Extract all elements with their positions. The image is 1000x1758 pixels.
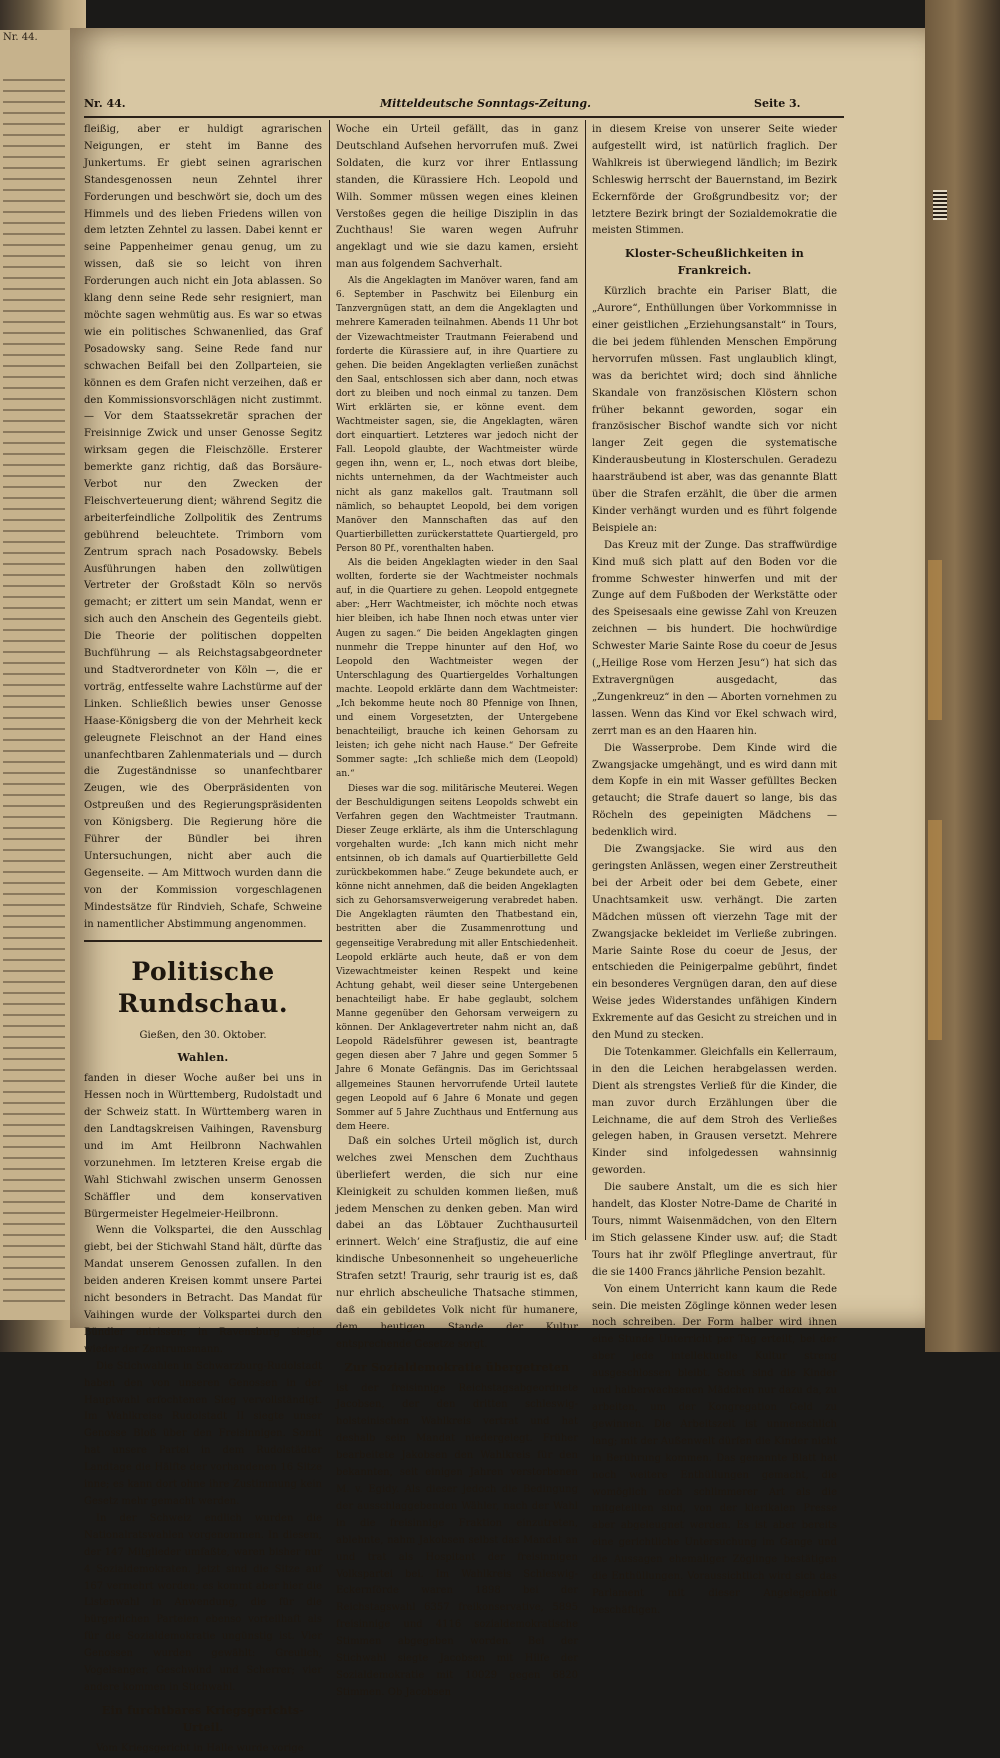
column-1 bbox=[84, 122, 322, 1754]
article-text: In der Schweiz endlich wurden die Nationalratswahlen vorgenommen. In diesem, der 147 Mitglieder umfaßte, waren bisher nur 4 Sozialdemokraten. Jetzt sind die Sitze auf 167 vermehrt worden; es kommt aber hier die Listenwahl in Anwendung, die für die bürgerlichen Parteien ebenso vorteilhaft als für die Sozialdemokratie ungünstig ist. Vier Genossen wurden gewählt: Greulich, Vogelsanger, Geschwind und Scherrer; vier andere kommen in Stichwahl. bbox=[84, 1512, 322, 1693]
previous-page-fragment bbox=[0, 30, 72, 1320]
article-text: Kürzlich brachte ein Pariser Blatt, die „Aurore“, Enthüllungen über Vorkommnisse in einer geistlichen „Erziehungsanstalt“ in Tours, die bei jedem fühlenden Menschen Empörung hervorrufen müssen. Fast unglaublich klingt, was da berichtet wird; doch sind ähnliche Skandale von französischen Klöstern schon früher bekannt geworden, sogar ein französischer Bischof wandte sich vor nicht langer Zeit gegen die systematische Kinderausbeutung in Klosterschulen. Geradezu haarsträubend ist aber, was das genannte Blatt über die Strafen erzählt, die über die armen Kinder verhängt wurden und es führt folgende Beispiele an: bbox=[592, 286, 837, 534]
section-separator bbox=[84, 940, 322, 942]
article-text-small: Als die beiden Angeklagten wieder in den Saal wollten, forderte sie der Wachtmeister nochmals auf, in die Quartiere zu gehen. Leopold entgegnete aber: „Herr Wachtmeister, ich möchte noch etwas hier bleiben, ich habe Ihnen noch etwas unter vier Augen zu sagen.“ Die beiden Angeklagten gingen nunmehr die Treppe hinunter auf den Hof, wo Leopold den Wachtmeister wegen der Unterschlagung des Quartiergeldes Vorhaltungen machte. Leopold erklärte dann dem Wachtmeister: „Ich bekomme heute noch 80 Pfennige von Ihnen, und einem Vorgesetzten, der Untergebene benachteiligt, brauche ich keinen Gehorsam zu leisten; ich gehe nicht nach Hause.“ Der Gefreite Sommer sagte: „Ich schließe mich dem (Leopold) an.“ bbox=[336, 558, 578, 780]
article-text: Daß ein solches Urteil möglich ist, durch welches zwei Menschen dem Zuchthaus überliefert werden, die sich nur eine Kleinigkeit zu schulden kommen ließen, muß jedem Menschen zu denken geben. Man wird dabei an das Löbtauer Zuchthausurteil erinnert. Welch’ eine Strafjustiz, die auf eine kindische Unbesonnenheit so ungeheuerliche Strafen setzt! Traurig, sehr traurig ist es, daß nur ehrlich abscheuliche Thatsache stimmen, daß ein gebildetes Volk nicht für humanere, dem heutigen Stande der Kultur entsprechende Gesetze sorgt. bbox=[336, 1135, 578, 1350]
masthead-title: Mitteldeutsche Sonntags-Zeitung. bbox=[380, 97, 591, 110]
page-number: Seite 3. bbox=[754, 97, 801, 110]
page-header bbox=[84, 97, 804, 113]
article-text: Wenn die Volkspartei, die den Ausschlag giebt, bei der Stichwahl Stand hält, dürfte das Mandat unserem Genossen zufallen. In den beiden anderen Kreisen kommt unsere Partei nicht besonders in Betracht. Das Mandat für Vaihingen wurde der Volkspartei durch den Bündler entrissen; in Ravensburg siegte wieder der Zentrumsmann. bbox=[84, 1225, 322, 1355]
article-text: Die saubere Anstalt, um die es sich hier handelt, das Kloster Notre-Dame de Charité in Tours, nimmt Waisenmädchen, von den Eltern im Stich gelassene Kinder usw. auf; die Stadt Tours hat ihr zwölf Pfleglinge anvertraut, für die sie 1400 Francs jährliche Pension bezahlt. bbox=[592, 1182, 837, 1278]
article-text: Die Totenkammer. Gleichfalls ein Kellerraum, in den die Leichen herabgelassen werden. Dient als strengstes Verließ für die Kinder, die man zuvor durch Erzählungen über die Leichname, die auf dem Stroh des Verließes gelegen haben, in Grausen versetzt. Mehrere Kinder sind infolgedessen wahnsinnig geworden. bbox=[592, 1046, 837, 1177]
article-text: Vom Kriegsgericht in Halle wurde vorige bbox=[96, 1742, 304, 1754]
paper-tab-edge bbox=[928, 560, 942, 720]
previous-page-issue: Nr. 44. bbox=[3, 32, 38, 43]
heading-kriegsgericht: Ein furchtbares Kriegsgerichts-Urteil. bbox=[101, 1703, 305, 1734]
column-2 bbox=[336, 122, 578, 1698]
article-text-small: Dieses war die sog. militärische Meuterei. Wegen der Beschuldigungen seitens Leopolds schwebt ein Verfahren gegen den Wachtmeister Trautmann. Dieser Zeuge erklärte, als ihm die Unterschlagung vorgehalten wurde: „Ich kann mich nicht mehr entsinnen, ob ich damals auf Quartierbillette Geld zurückbekommen habe.“ Zeuge bekundete auch, er könne nicht annehmen, daß die beiden Angeklagten sich zu Gehorsamsverweigerung verabredet haben. Die Angeklagten räumten den Thatbestand ein, bestritten aber die Zusammenrottung und gegenseitige Verabredung mit aller Entschiedenheit. Leopold erklärte auch heute, daß er von dem Vizewachtmeister keinen Respekt und keine Achtung gehabt, weil dieser seine Untergebenen benachteiligt habe. Er habe geglaubt, solchem Manne gegenüber den Gehorsam verweigern zu können. Der Anklagevertreter nahm nicht an, daß Leopold Rädelsführer gewesen ist, beantragte gegen diesen aber 7 Jahre und gegen Sommer 5 Jahre 6 Monate Gefängnis. Das im Gerichtssaal allgemeines Staunen hervorrufende Urteil lautete gegen Leopold auf 6 Jahre 6 Monate und gegen Sommer auf 5 Jahre Zuchthaus und Entfernung aus dem Heere. bbox=[336, 783, 578, 1132]
issue-number: Nr. 44. bbox=[84, 97, 126, 110]
article-text: Von einem Unterricht kann kaum die Rede sein. Die meisten Zöglinge können weder lesen noch schreiben. Der Form halber wird ihnen eine Stunde Unterricht per Tag erteilt, bei der aber jede intellektuelle Kultur streng ausgeschlossen bleibt. Sonst sind die Kinder und halberwachsenen Mädchen nur dazu da, zu arbeiten, um der Kongregation Geld zu gewinnen. Die Arbeitszeit ist unmenschlich lang; mit der Außenwelt dürfen die Kinder nicht in Berührung kommen. Das genannte Blatt hat noch weitere Enthüllungen gemacht, die womöglich noch schlimmerer Art als die mitgeteilten sind, von der klerikalen Presse aber abgeleugnet werden. Es ist aber bereits eine gerichtliche Untersuchung im Gange und die Aussagen ehemaliger Zöglinge bestätigen die Enthüllungen. Voraussichtlich wird sich das Parlament mit dieser Angelegenheit beschäftigen. bbox=[592, 1283, 837, 1616]
article-text: Woche ein Urteil gefällt, das in ganz Deutschland Aufsehen hervorrufen muß. Zwei Soldaten, die kurz vor ihrer Entlassung standen, die Kürassiere Hch. Leopold und Wilh. Sommer müssen wegen eines kleinen Verstoßes gegen die heilige Disziplin in das Zuchthaus! Sie waren wegen Aufruhr angeklagt und wie sie dazu kamen, ersieht man aus folgendem Sachverhalt. bbox=[336, 124, 578, 271]
heading-wahlen: Wahlen. bbox=[177, 1051, 229, 1065]
article-text: in diesem Kreise von unserer Seite wieder aufgestellt wird, ist natürlich fraglich. Der Wahlkreis ist überwiegend ländlich; im Bezirk Schleswig herrscht der Bauernstand, im Bezirk Eckernförde der Großgrundbesitz vor; der letztere Bezirk bringt der Sozialdemokratie die meisten Stimmen. bbox=[592, 124, 837, 237]
section-title: Politische Rundschau. bbox=[117, 956, 289, 1018]
article-text: fanden in dieser Woche außer bei uns in Hessen noch in Württemberg, Rudolstadt und der Schweiz statt. In Württemberg waren in den Landtagskreisen Vaihingen, Ravensburg und im Amt Heilbronn Nachwahlen vorzunehmen. Im letzteren Kreise ergab die Wahl Stichwahl zwischen unserm Genossen Schäffler und dem konservativen Bürgermeister Hegelmeier-Heilbronn. bbox=[84, 1073, 322, 1220]
article-text: Die Zwangsjacke. Sie wird aus den geringsten Anlässen, wegen einer Zerstreutheit bei der Arbeit oder bei dem Gebete, einer Unachtsamkeit usw. verhängt. Die zarten Mädchen müssen oft vierzehn Tage mit der Zwangsjacke bekleidet im Verließe zubringen. Marie Sainte Rose du coeur de Jesus, der entschieden die Peinigerpalme gebührt, findet ein besonderes Vergnügen daran, den auf diese Weise jedes Widerstandes unfähigen Kindern Exkremente auf das Gesicht zu streichen und in den Mund zu stecken. bbox=[592, 844, 837, 1042]
spine-label-strip bbox=[933, 190, 947, 220]
header-rule bbox=[84, 116, 844, 118]
dateline: Gießen, den 30. Oktober. bbox=[139, 1029, 267, 1041]
previous-page-text-lines bbox=[3, 70, 65, 1311]
article-text: Die Wasserprobe. Dem Kinde wird die Zwangsjacke umgehängt, und es wird dann mit dem Kopfe in ein mit Wasser gefülltes Becken getaucht; die Strafe dauert so lange, bis das Röcheln des gepeinigten Mädchens — bedenklich wird. bbox=[592, 742, 837, 839]
article-text-small: Als die Angeklagten im Manöver waren, fand am 6. September in Paschwitz bei Eilenburg ein Tanzvergnügen statt, an dem die Angeklagten und mehrere Kameraden teilnahmen. Abends 11 Uhr bot der Vizewachtmeister Trautmann Feierabend und forderte die Kürassiere auf, in ihre Quartiere zu gehen. Die beiden Angeklagten verließen zunächst den Saal, entschlossen sich aber dann, noch etwas dort zu bleiben und noch einmal zu tanzen. Dem Wirt erklärten sie, er könne event. dem Wachtmeister sagen, sie, die Angeklagten, wären dort einquartiert. Letzteres war jedoch nicht der Fall. Leopold glaubte, der Wachtmeister würde gegen ihn, wenn er, L., noch etwas dort bleibe, nichts unternehmen, da der Wachtmeister auch nicht als ganz makellos galt. Trautmann soll nämlich, so behauptet Leopold, bei dem vorigen Manöver den Mannschaften das auf den Quartierbilletten zurückerstattete Quartiergeld, pro Person 80 Pf., vorenthalten haben. bbox=[336, 276, 578, 554]
column-3 bbox=[592, 122, 837, 1616]
article-text: ist der freisinnige Reichstagsabgeordnete Jacobsen, der den dritten schleswig-holsteinischen Wahlkreis vertrat und hat deshalb sein Mandat niedergelegt. Früher bearbeitete Jakobsen den Wahlkreis für den bekannten, seit einigen Jahren verstorbenen M. v. Egidy. Als dieser jedoch die Bedingung der ausschlaggebenden Wähler, nach der Wahl in die freisinnige Fraktion einzutreten, ablehnte, nahm Jakobsen selbst das Mandat an und trat als Hospitant der freisinnigen Volkspartei bei. Im Wahlkreis Schleswig-Eckernförde waren 1898 bei der Reichstagswahl 6357 freikonservative, 5895 freisinnige und 4116 sozialdemokratische Stimmen abgegeben worden. Bei der Stichwahl siegte Jacobsen mit Hilfe der Sozialdemokratie mit 10029 gegen 6820 Stimmen. Ob Jacobsen bbox=[336, 1382, 578, 1698]
article-text: fleißig, aber er huldigt agrarischen Neigungen, er steht im Banne des Junkertums. Er giebt seinen agrarischen Standesgenossen neun Zehntel ihrer Forderungen und beschwört sie, doch um des Himmels und des lieben Friedens willen von dem letzten Zehntel zu lassen. Dabei kennt er seine Pappenheimer genau genug, um zu wissen, daß sie so leicht von ihren Forderungen auch nicht ein Jota ablassen. So klang denn seine Rede sehr resigniert, man möchte sagen wehmütig aus. Es war so etwas wie ein politisches Schwanenlied, das Graf Posadowsky sang. Seine Rede fand nur schwachen Beifall bei den Zollparteien, sie können es dem Grafen nicht verzeihen, daß er den Kommissionsvorschlägen nicht zustimmt. — Vor dem Staatssekretär sprachen der Freisinnige Zwick und unser Genosse Segitz wirksam gegen die Fleischzölle. Ersterer bemerkte ganz richtig, daß das Borsäure-Verbot nur den Zwecken der Fleischverteuerung dient; während Segitz die arbeiterfeindliche Zollpolitik des Zentrums gebührend beleuchtete. Trimborn vom Zentrum sprach nach Posadowsky. Bebels Ausführungen haben den zollwütigen Vertreter der Großstadt Köln so nervös gemacht; er zittert um sein Mandat, wenn er sich auch den Anschein des Gegenteils giebt. Die Theorie der politischen doppelten Buchführung — als Reichstagsabgeordneter und Stadtverordneter von Köln —, die er vorträg, entfesselte wahre Lachstürme auf der Linken. Schließlich bewies unser Genosse Haase-Königsberg die von der Mehrheit keck geleugnete Fleischnot an der Hand eines unanfechtbaren Zahlenmaterials und — durch die Zugeständnisse so unanfechtbarer Zeugen, wie des Oberpräsidenten von Ostpreußen und des Regierungspräsidenten von Königsberg. Die Regierung höre die Führer der Bündler bei ihren Untersuchungen, nicht aber auch die Gegenseite. — Am Mittwoch wurden dann die von der Kommission vorgeschlagenen Mindestsätze für Rindvieh, Schafe, Schweine in namentlicher Abstimmung angenommen. bbox=[84, 124, 322, 930]
paper-tab-edge bbox=[928, 820, 942, 1040]
heading-kloster: Kloster-Scheußlichkeiten in Frankreich. bbox=[624, 247, 805, 278]
article-text: Die Stichwahlen in Schwarzburg-Rudolstadt haben den von unseren Genossen in der Hauptwahl erfochtenen Sieg vervollständigt. Im Wahlkreise Rudolstadt II siegte unser Genosse Bloß über den Freisinnigen. Somit hat unsere Partei in dem Rudolstädter Landtage die Hälfte der vorhandenen 16 Sitze inne; es kann dort ohne ihre Zustimmung kein Gesetz mehr gemacht werden. bbox=[84, 1360, 322, 1507]
column-rule-2 bbox=[585, 120, 586, 1240]
article-text: Das Kreuz mit der Zunge. Das straffwürdige Kind muß sich platt auf den Boden vor die fromme Schwester hinwerfen und mit der Zunge auf dem Fußboden der Werkstätte oder des Speisesaals eine gewisse Zahl von Kreuzen zeichnen — bis hundert. Die hochwürdige Schwester Marie Sainte Rose du coeur de Jesus („Heilige Rose vom Herzen Jesu“) hat sich das Extravergnügen ausgedacht, das „Zungenkreuz“ in den — Aborten vornehmen zu lassen. Wenn das Kind vor Ekel schwach wird, zerrt man es an den Haaren hin. bbox=[592, 539, 837, 737]
heading-uebergetreten: Zur Sozialdemokratie übergetreten bbox=[344, 1360, 570, 1374]
column-rule-1 bbox=[329, 120, 330, 1240]
